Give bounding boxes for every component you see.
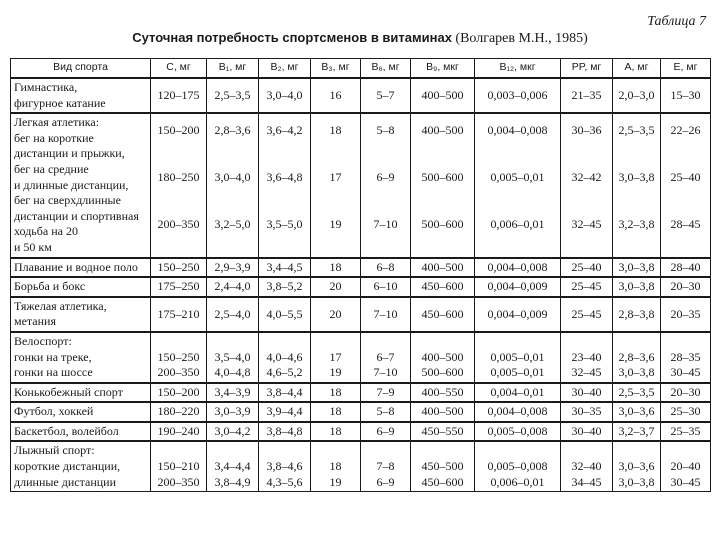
value-cell: 2,0–3,0 — [613, 78, 661, 113]
sport-name-cell: Тяжелая атлетика, метания — [11, 297, 151, 332]
table-number-label: Таблица 7 — [647, 14, 706, 29]
value-cell: 0,004–0,01 — [475, 383, 561, 403]
table-row — [11, 383, 711, 403]
value-cell: 4,0–4,6 4,6–5,2 — [259, 332, 311, 383]
value-cell: 23–40 32–45 — [561, 332, 613, 383]
value-cell: 25–35 — [661, 422, 711, 442]
value-cell: 2,5–3,5 3,0–3,8 3,2–3,8 — [613, 113, 661, 257]
value-cell: 3,4–3,9 — [207, 383, 259, 403]
value-cell: 0,003–0,006 — [475, 78, 561, 113]
value-cell: 30–35 — [561, 402, 613, 422]
value-cell: 30–40 — [561, 422, 613, 442]
value-cell: 400–500 — [411, 258, 475, 278]
value-cell: 175–210 — [151, 297, 207, 332]
value-cell: 0,005–0,008 — [475, 422, 561, 442]
value-cell: 18 — [311, 258, 361, 278]
value-cell: 3,8–4,4 — [259, 383, 311, 403]
value-cell: 3,0–3,6 — [613, 402, 661, 422]
sport-name-cell: Лыжный спорт: короткие дистанции, длинные дистанции — [11, 441, 151, 491]
value-cell: 2,9–3,9 — [207, 258, 259, 278]
value-cell: 2,4–4,0 — [207, 277, 259, 297]
value-cell: 3,0–3,9 — [207, 402, 259, 422]
table-header — [11, 59, 711, 79]
column-header: B₁₂, мкг — [475, 59, 561, 79]
column-header: B₃, мг — [311, 59, 361, 79]
value-cell: 7–8 6–9 — [361, 441, 411, 491]
value-cell: 6–8 — [361, 258, 411, 278]
value-cell: 6–10 — [361, 277, 411, 297]
value-cell: 3,0–4,2 — [207, 422, 259, 442]
value-cell: 25–45 — [561, 277, 613, 297]
column-header: PP, мг — [561, 59, 613, 79]
value-cell: 6–7 7–10 — [361, 332, 411, 383]
value-cell: 20–30 — [661, 277, 711, 297]
value-cell: 20 — [311, 277, 361, 297]
value-cell: 0,004–0,008 0,005–0,01 0,006–0,01 — [475, 113, 561, 257]
table-title-source: (Волгарев М.Н., 1985) — [455, 31, 588, 46]
value-cell: 20–30 — [661, 383, 711, 403]
value-cell: 20–35 — [661, 297, 711, 332]
value-cell: 17 19 — [311, 332, 361, 383]
value-cell: 3,8–4,8 — [259, 422, 311, 442]
table-row — [11, 422, 711, 442]
column-header: Вид спорта — [11, 59, 151, 79]
value-cell: 2,8–3,8 — [613, 297, 661, 332]
value-cell: 25–30 — [661, 402, 711, 422]
sport-name-cell: Баскетбол, волейбол — [11, 422, 151, 442]
sport-name-cell: Футбол, хоккей — [11, 402, 151, 422]
table-title — [0, 30, 720, 47]
table-row — [11, 441, 711, 491]
column-header: B₂, мг — [259, 59, 311, 79]
value-cell: 32–40 34–45 — [561, 441, 613, 491]
column-header: B₆, мг — [361, 59, 411, 79]
value-cell: 150–250 — [151, 258, 207, 278]
value-cell: 3,8–5,2 — [259, 277, 311, 297]
value-cell: 7–10 — [361, 297, 411, 332]
value-cell: 0,004–0,009 — [475, 297, 561, 332]
column-header: E, мг — [661, 59, 711, 79]
value-cell: 400–500 — [411, 78, 475, 113]
table-row — [11, 402, 711, 422]
value-cell: 5–8 — [361, 402, 411, 422]
table-row — [11, 258, 711, 278]
sport-name-cell: Гимнастика, фигурное катание — [11, 78, 151, 113]
value-cell: 3,4–4,4 3,8–4,9 — [207, 441, 259, 491]
value-cell: 450–500 450–600 — [411, 441, 475, 491]
value-cell: 18 17 19 — [311, 113, 361, 257]
vitamin-requirements-table — [10, 58, 711, 492]
value-cell: 3,0–3,8 — [613, 258, 661, 278]
column-header: C, мг — [151, 59, 207, 79]
value-cell: 400–500 — [411, 402, 475, 422]
value-cell: 3,5–4,0 4,0–4,8 — [207, 332, 259, 383]
value-cell: 25–40 — [561, 258, 613, 278]
value-cell: 18 — [311, 402, 361, 422]
value-cell: 28–40 — [661, 258, 711, 278]
value-cell: 400–500 500–600 500–600 — [411, 113, 475, 257]
value-cell: 3,9–4,4 — [259, 402, 311, 422]
value-cell: 3,2–3,7 — [613, 422, 661, 442]
value-cell: 190–240 — [151, 422, 207, 442]
column-header: B₉, мкг — [411, 59, 475, 79]
value-cell: 400–550 — [411, 383, 475, 403]
sport-name-cell: Плавание и водное поло — [11, 258, 151, 278]
value-cell: 21–35 — [561, 78, 613, 113]
value-cell: 0,004–0,009 — [475, 277, 561, 297]
value-cell: 150–200 — [151, 383, 207, 403]
value-cell: 18 19 — [311, 441, 361, 491]
value-cell: 20 — [311, 297, 361, 332]
value-cell: 450–600 — [411, 277, 475, 297]
value-cell: 5–8 6–9 7–10 — [361, 113, 411, 257]
value-cell: 16 — [311, 78, 361, 113]
sport-name-cell: Борьба и бокс — [11, 277, 151, 297]
value-cell: 28–35 30–45 — [661, 332, 711, 383]
value-cell: 2,5–4,0 — [207, 297, 259, 332]
value-cell: 150–250 200–350 — [151, 332, 207, 383]
value-cell: 18 — [311, 383, 361, 403]
table-row — [11, 113, 711, 257]
value-cell: 6–9 — [361, 422, 411, 442]
value-cell: 180–220 — [151, 402, 207, 422]
table-body — [11, 78, 711, 492]
value-cell: 0,005–0,008 0,006–0,01 — [475, 441, 561, 491]
value-cell: 5–7 — [361, 78, 411, 113]
value-cell: 175–250 — [151, 277, 207, 297]
value-cell: 0,004–0,008 — [475, 402, 561, 422]
table-row — [11, 332, 711, 383]
value-cell: 4,0–5,5 — [259, 297, 311, 332]
value-cell: 25–45 — [561, 297, 613, 332]
value-cell: 150–200 180–250 200–350 — [151, 113, 207, 257]
value-cell: 2,8–3,6 3,0–4,0 3,2–5,0 — [207, 113, 259, 257]
column-header: B₁, мг — [207, 59, 259, 79]
value-cell: 20–40 30–45 — [661, 441, 711, 491]
column-header: A, мг — [613, 59, 661, 79]
value-cell: 0,004–0,008 — [475, 258, 561, 278]
value-cell: 30–40 — [561, 383, 613, 403]
value-cell: 450–550 — [411, 422, 475, 442]
value-cell: 400–500 500–600 — [411, 332, 475, 383]
sport-name-cell: Конькобежный спорт — [11, 383, 151, 403]
value-cell: 450–600 — [411, 297, 475, 332]
value-cell: 30–36 32–42 32–45 — [561, 113, 613, 257]
value-cell: 3,0–4,0 — [259, 78, 311, 113]
value-cell: 150–210 200–350 — [151, 441, 207, 491]
value-cell: 3,6–4,2 3,6–4,8 3,5–5,0 — [259, 113, 311, 257]
value-cell: 15–30 — [661, 78, 711, 113]
value-cell: 7–9 — [361, 383, 411, 403]
header-row — [11, 59, 711, 79]
table-row — [11, 78, 711, 113]
value-cell: 2,8–3,6 3,0–3,8 — [613, 332, 661, 383]
sport-name-cell: Легкая атлетика: бег на короткие дистанции и прыжки, бег на средние и длинные дистанции, бег на сверхдлинные дистанции и спортивная ходьба на 20 и 50 км — [11, 113, 151, 257]
sport-name-cell: Велоспорт: гонки на треке, гонки на шоссе — [11, 332, 151, 383]
value-cell: 2,5–3,5 — [613, 383, 661, 403]
value-cell: 120–175 — [151, 78, 207, 113]
table-title-main: Суточная потребность спортсменов в витаминах — [132, 30, 452, 45]
value-cell: 22–26 25–40 28–45 — [661, 113, 711, 257]
value-cell: 18 — [311, 422, 361, 442]
table-row — [11, 277, 711, 297]
value-cell: 3,0–3,8 — [613, 277, 661, 297]
value-cell: 0,005–0,01 0,005–0,01 — [475, 332, 561, 383]
value-cell: 3,8–4,6 4,3–5,6 — [259, 441, 311, 491]
table-row — [11, 297, 711, 332]
value-cell: 3,0–3,6 3,0–3,8 — [613, 441, 661, 491]
value-cell: 3,4–4,5 — [259, 258, 311, 278]
value-cell: 2,5–3,5 — [207, 78, 259, 113]
